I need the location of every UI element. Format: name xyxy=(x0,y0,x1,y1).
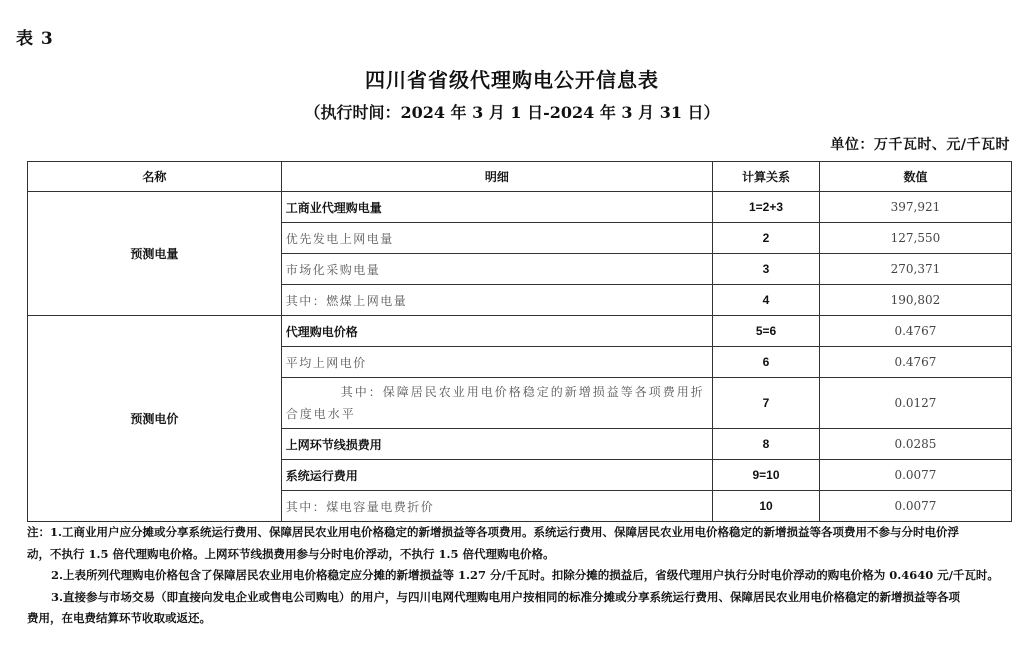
detail-cell: 代理购电价格 xyxy=(281,316,712,347)
value-cell: 190,802 xyxy=(819,285,1011,316)
detail-cell: 系统运行费用 xyxy=(281,460,712,491)
calc-cell: 8 xyxy=(713,429,820,460)
detail-cell: 其中：燃煤上网电量 xyxy=(281,285,712,316)
note-3-line-1: 3.直接参与市场交易（即直接向发电企业或售电公司购电）的用户，与四川电网代理购电用户按相同的标准分摊或分享系统运行费用、保障居民农业用电价格稳定的新增损益等各项 xyxy=(51,589,960,604)
calc-cell: 4 xyxy=(713,285,820,316)
value-cell: 0.4767 xyxy=(819,347,1011,378)
value-cell: 397,921 xyxy=(819,192,1011,223)
detail-cell: 其中：煤电容量电费折价 xyxy=(281,491,712,522)
note-2: 2.上表所列代理购电价格包含了保障居民农业用电价格稳定应分摊的新增损益等 1.27 分/千瓦时。扣除分摊的损益后，省级代理用户执行分时电价浮动的购电价格为 0.4640 元/千瓦时。 xyxy=(51,568,999,582)
procurement-info-table xyxy=(27,161,1012,522)
notes-section xyxy=(27,522,1017,630)
value-cell: 0.0285 xyxy=(819,429,1011,460)
calc-cell: 10 xyxy=(713,491,820,522)
detail-cell: 平均上网电价 xyxy=(281,347,712,378)
calc-cell: 1=2+3 xyxy=(713,192,820,223)
calc-cell: 9=10 xyxy=(713,460,820,491)
table-row xyxy=(28,192,1012,223)
detail-cell: 市场化采购电量 xyxy=(281,254,712,285)
note-3-line-2: 费用，在电费结算环节收取或返还。 xyxy=(27,611,211,625)
calc-cell: 5=6 xyxy=(713,316,820,347)
detail-cell: 上网环节线损费用 xyxy=(281,429,712,460)
table-number-label: 表 3 xyxy=(16,29,54,49)
detail-line-2: 合度电水平 xyxy=(285,407,356,421)
document-title: 四川省省级代理购电公开信息表 xyxy=(365,68,659,92)
calc-cell: 7 xyxy=(713,378,820,429)
category-forecast-price: 预测电价 xyxy=(28,316,282,522)
execution-period: （执行时间：2024 年 3 月 1 日-2024 年 3 月 31 日） xyxy=(304,103,720,122)
header-name: 名称 xyxy=(28,162,282,192)
header-calc: 计算关系 xyxy=(713,162,820,192)
detail-cell: 工商业代理购电量 xyxy=(281,192,712,223)
value-cell: 0.0077 xyxy=(819,491,1011,522)
header-detail: 明细 xyxy=(281,162,712,192)
value-cell: 0.4767 xyxy=(819,316,1011,347)
detail-cell xyxy=(281,378,712,429)
table-row xyxy=(28,316,1012,347)
detail-line-1: 其中：保障居民农业用电价格稳定的新增损益等各项费用折 xyxy=(340,385,705,399)
calc-cell: 2 xyxy=(713,223,820,254)
detail-cell: 优先发电上网电量 xyxy=(281,223,712,254)
calc-cell: 3 xyxy=(713,254,820,285)
table-header-row xyxy=(28,162,1012,192)
unit-label: 单位：万千瓦时、元/千瓦时 xyxy=(830,137,1010,153)
header-value: 数值 xyxy=(819,162,1011,192)
value-cell: 0.0077 xyxy=(819,460,1011,491)
value-cell: 0.0127 xyxy=(819,378,1011,429)
note-1-line-2: 动，不执行 1.5 倍代理购电价格。上网环节线损费用参与分时电价浮动，不执行 1.5 倍代理购电价格。 xyxy=(27,546,555,561)
note-1-line-1: 注：1.工商业用户应分摊或分享系统运行费用、保障居民农业用电价格稳定的新增损益等各项费用。系统运行费用、保障居民农业用电价格稳定的新增损益等各项费用不参与分时电价浮 xyxy=(27,525,959,539)
calc-cell: 6 xyxy=(713,347,820,378)
category-forecast-volume: 预测电量 xyxy=(28,192,282,316)
value-cell: 127,550 xyxy=(819,223,1011,254)
value-cell: 270,371 xyxy=(819,254,1011,285)
